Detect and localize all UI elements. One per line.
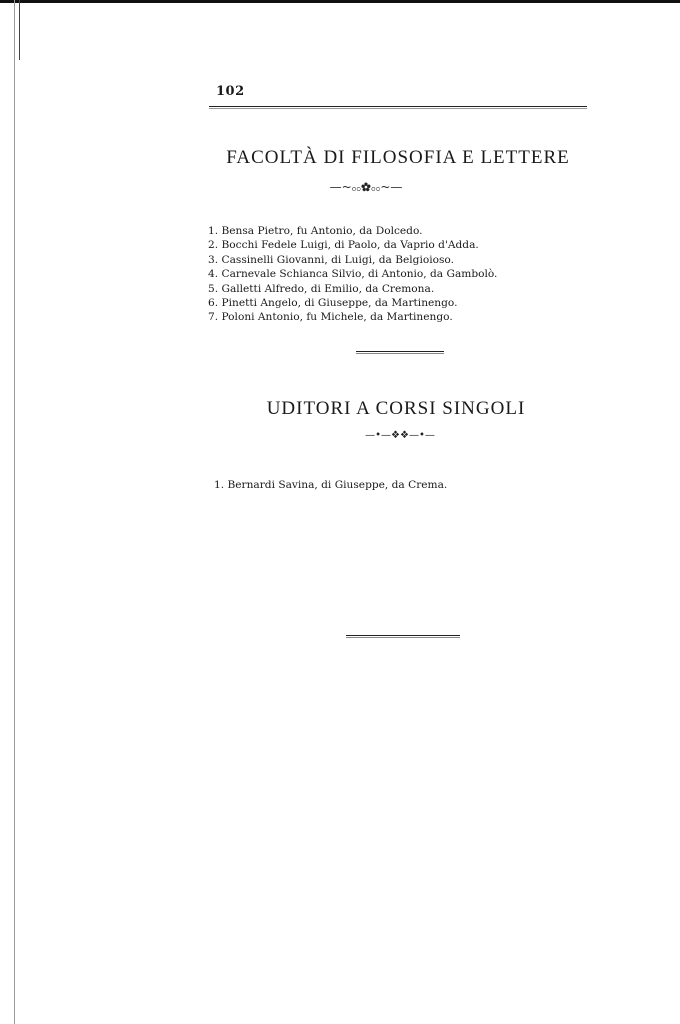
entry-list-uditori: [214, 478, 447, 492]
section-title-filosofia: FACOLTÀ DI FILOSOFIA E LETTERE: [226, 147, 570, 168]
list-item: 2. Bocchi Fedele Luigi, di Paolo, da Vaprio d'Adda.: [208, 239, 479, 252]
section-title-uditori: UDITORI A CORSI SINGOLI: [266, 398, 526, 419]
section-separator: [356, 351, 444, 352]
header-rule: [209, 106, 587, 107]
list-item: 6. Pinetti Angelo, di Giuseppe, da Martinengo.: [208, 297, 458, 310]
section-ornament-filosofia: —~ೲ✿ೲ~—: [329, 180, 403, 194]
header-rule-thin: [209, 108, 587, 109]
section-separator-thin: [356, 353, 444, 354]
entry-list-filosofia: [208, 224, 497, 325]
list-item: 1. Bensa Pietro, fu Antonio, da Dolcedo.: [208, 225, 423, 237]
end-separator-thin: [346, 637, 460, 638]
section-ornament-uditori: —•—❖❖—•—: [365, 430, 435, 441]
list-item: 4. Carnevale Schianca Silvio, di Antonio, da Gambolò.: [208, 268, 498, 281]
end-separator: [346, 635, 460, 636]
page-number: 102: [216, 84, 245, 99]
page-left-border: [14, 0, 15, 1024]
list-item: 1. Bernardi Savina, di Giuseppe, da Crema.: [214, 479, 448, 491]
list-item: 5. Galletti Alfredo, di Emilio, da Cremona.: [208, 282, 435, 295]
list-item: 3. Cassinelli Giovanni, di Luigi, da Belgioioso.: [208, 253, 454, 266]
page-left-border-mark: [19, 0, 20, 60]
page-top-border: [0, 0, 680, 3]
list-item: 7. Poloni Antonio, fu Michele, da Martinengo.: [208, 311, 453, 324]
